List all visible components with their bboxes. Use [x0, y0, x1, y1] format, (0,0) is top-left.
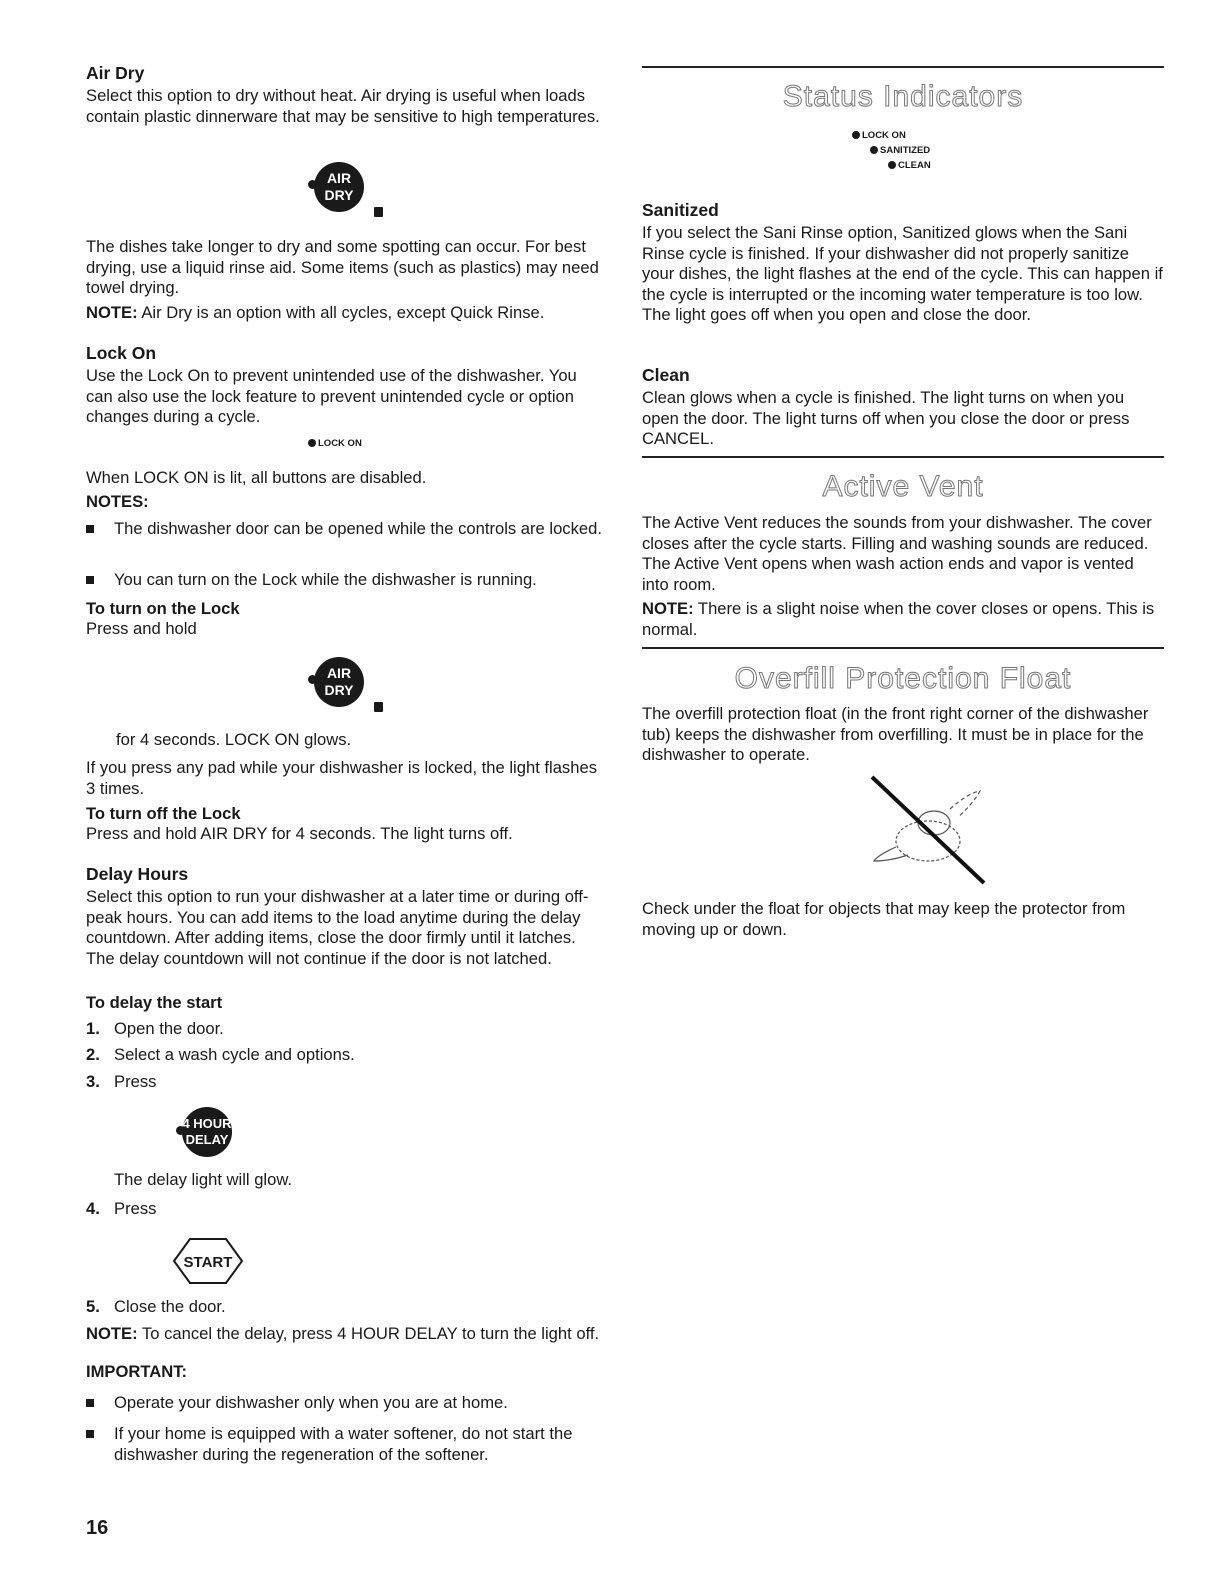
- lock-on-lit-text: When LOCK ON is lit, all buttons are disabled.: [86, 468, 427, 487]
- delay-button-label-1: 4 HOUR: [182, 1116, 232, 1131]
- bullet-icon: [86, 1430, 94, 1438]
- indicator-dot: [852, 131, 860, 139]
- important-label: IMPORTANT:: [86, 1362, 188, 1381]
- delay-glow-text: The delay light will glow.: [114, 1170, 293, 1189]
- step-number: 2.: [86, 1045, 100, 1064]
- overfill-float-text: The overfill protection float (in the front right corner of the dishwasher tub) keeps the dishwasher from overfilling. It must be in place for the dishwasher to operate.: [642, 704, 1149, 764]
- delay-heading: Delay Hours: [86, 864, 189, 884]
- bullet-icon: [86, 576, 94, 584]
- lock-on-indicator: LOCK ON: [308, 438, 362, 449]
- air-dry-button-icon: [314, 162, 364, 212]
- overfill-check-text: Check under the float for objects that may keep the protector from moving up or down.: [642, 899, 1126, 939]
- note-text: Air Dry is an option with all cycles, except Quick Rinse.: [137, 303, 545, 322]
- turn-off-text: Press and hold AIR DRY for 4 seconds. The light turns off.: [86, 824, 513, 843]
- lock-on-indicator: LOCK ON: [852, 130, 906, 141]
- note-text: To cancel the delay, press 4 HOUR DELAY to turn the light off.: [137, 1324, 600, 1343]
- lock-icon: [374, 207, 383, 217]
- air-dry-intro: Select this option to dry without heat. Air drying is useful when loads contain plastic dinnerware that may be sensitive to high temperatures.: [86, 86, 600, 126]
- section-divider: [642, 647, 1164, 649]
- step-number: 5.: [86, 1297, 100, 1316]
- four-hour-delay-button-icon: [182, 1107, 232, 1157]
- overfill-float-illustration: [868, 775, 994, 887]
- air-dry-body: The dishes take longer to dry and some spotting can occur. For best drying, use a liquid rinse aid. Some items (such as plastics) may need towel drying.: [86, 237, 599, 297]
- step-text: Open the door.: [114, 1019, 224, 1038]
- bullet-icon: [86, 1399, 94, 1407]
- step-text: Select a wash cycle and options.: [114, 1045, 355, 1064]
- active-vent-text: The Active Vent reduces the sounds from your dishwasher. The cover closes after the cycle starts. Filling and washing sounds are reduced. The Active Vent opens when wash action ends and vapor is vented into room.: [642, 513, 1152, 594]
- clean-text: Clean glows when a cycle is finished. The light turns on when you open the door. The light turns off when you close the door or press CANCEL.: [642, 388, 1130, 448]
- note-label: NOTE:: [642, 599, 694, 618]
- lock-on-heading: Lock On: [86, 343, 157, 363]
- sanitized-heading: Sanitized: [642, 200, 719, 220]
- air-dry-note: [86, 303, 604, 324]
- notes-label: NOTES:: [86, 492, 149, 511]
- step-text: Close the door.: [114, 1297, 226, 1316]
- start-button-label: START: [183, 1254, 233, 1271]
- lock-icon: [374, 702, 383, 712]
- air-dry-button-label-2: DRY: [324, 682, 354, 698]
- delay-intro: Select this option to run your dishwasher at a later time or during off-peak hours. You can add items to the load anytime during the delay countdown. After adding items, close the door firmly until it latches. The delay countdown will not continue if the door is not latched.: [86, 887, 589, 968]
- step-text: Press: [114, 1199, 157, 1218]
- page-number: 16: [86, 1517, 109, 1539]
- step-number: 3.: [86, 1072, 100, 1091]
- clean-indicator: CLEAN: [888, 160, 931, 171]
- active-vent-note: [642, 599, 1164, 640]
- active-vent-title: Active Vent: [822, 470, 984, 503]
- overfill-float-title: Overfill Protection Float: [734, 662, 1072, 695]
- bullet-icon: [86, 525, 94, 533]
- turn-on-text: Press and hold: [86, 619, 197, 638]
- step-number: 1.: [86, 1019, 100, 1038]
- important-item: If your home is equipped with a water softener, do not start the dishwasher during the regeneration of the softener.: [114, 1424, 573, 1464]
- air-dry-button-label-1: AIR: [326, 665, 352, 681]
- status-indicators-title: Status Indicators: [782, 80, 1024, 113]
- delay-start-heading: To delay the start: [86, 993, 223, 1012]
- delay-button-label-2: DELAY: [185, 1132, 229, 1147]
- start-button-icon: [172, 1236, 244, 1286]
- indicator-dot: [870, 146, 878, 154]
- delay-note: [86, 1324, 604, 1345]
- air-dry-button-icon: [314, 657, 364, 707]
- important-item: Operate your dishwasher only when you are at home.: [114, 1393, 508, 1412]
- lock-on-intro: Use the Lock On to prevent unintended use of the dishwasher. You can also use the lock feature to prevent unintended cycle or option changes during a cycle.: [86, 366, 577, 426]
- section-divider: [642, 456, 1164, 458]
- note-label: NOTE:: [86, 1324, 138, 1343]
- air-dry-button-label-2: DRY: [324, 187, 354, 203]
- section-divider: [642, 66, 1164, 68]
- turn-off-heading: To turn off the Lock: [86, 804, 241, 823]
- air-dry-button-label-1: AIR: [326, 170, 352, 186]
- indicator-dot: [308, 439, 316, 447]
- note-label: NOTE:: [86, 303, 138, 322]
- notes-item: You can turn on the Lock while the dishwasher is running.: [114, 570, 537, 589]
- air-dry-heading: Air Dry: [86, 63, 145, 83]
- note-text: There is a slight noise when the cover closes or opens. This is normal.: [642, 599, 1155, 639]
- step-number: 4.: [86, 1199, 100, 1218]
- sanitized-text: If you select the Sani Rinse option, Sanitized glows when the Sani Rinse cycle is finished. If your dishwasher did not properly sanitize your dishes, the light flashes at the end of the cycle. This can happen if the cycle is interrupted or the incoming water temperature is too low. The light goes off when you open and close the door.: [642, 223, 1163, 324]
- indicator-dot: [888, 161, 896, 169]
- clean-heading: Clean: [642, 365, 690, 385]
- hold-text: for 4 seconds. LOCK ON glows.: [116, 730, 352, 749]
- flash-text: If you press any pad while your dishwasher is locked, the light flashes 3 times.: [86, 758, 597, 798]
- turn-on-heading: To turn on the Lock: [86, 599, 240, 618]
- step-text: Press: [114, 1072, 157, 1091]
- sanitized-indicator: SANITIZED: [870, 145, 930, 156]
- notes-item: The dishwasher door can be opened while the controls are locked.: [114, 519, 602, 538]
